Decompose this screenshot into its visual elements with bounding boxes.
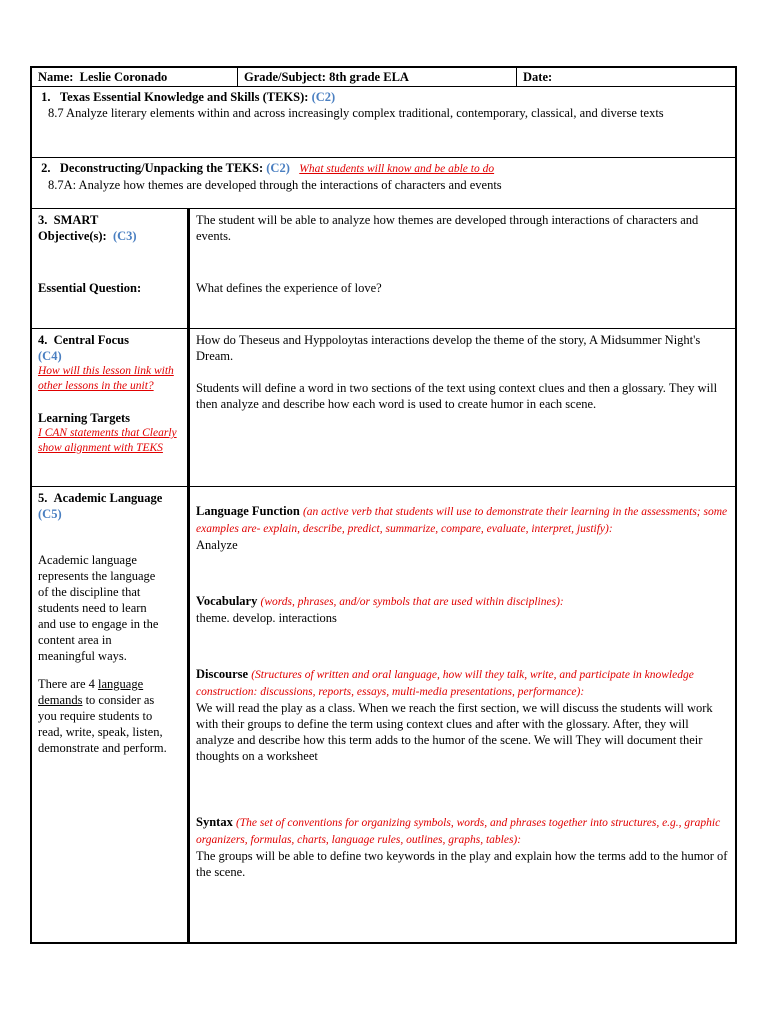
teks-cell [32,87,735,157]
deconstructing-code: (C2) [266,161,290,175]
smart-row [32,209,735,329]
central-focus-text: How do Theseus and Hyppoloytas interactions develop the theme of the story, A Midsummer Night's Dream. [196,333,701,363]
teks-heading: 1. Texas Essential Knowledge and Skills (TEKS): (C2) [41,90,336,104]
academic-language-title: Academic Language [53,491,163,505]
smart-code: (C3) [112,229,137,243]
syntax [196,814,729,848]
essential-question-text: What defines the experience of love? [196,281,382,295]
academic-language-label-cell: 5. Academic Language (C5) Academic language represents the language of the discipline that students need to learn and use to engage in the content area in meaningful ways. There are 4 language demands to consider as you require students to read, write, speak, listen, demonstrate and perform. [32,487,190,942]
academic-language-code: (C5) [38,507,62,521]
syntax-label: Syntax [196,815,233,829]
smart-objective: The student will be able to analyze how themes are developed through interactions of characters and events. [196,213,699,243]
vocabulary-note: (words, phrases, and/or symbols that are used within disciplines): [260,596,564,608]
central-focus-label-cell: 4. Central Focus (C4) How will this lesson link with other lessons in the unit? Learning Targets I CAN statements that Clearly show alignment with TEKS [32,329,190,486]
smart-label-cell: 3. SMART Objective(s): (C3) Essential Question: [32,209,190,328]
central-focus-code: (C4) [38,349,62,363]
name-value: Leslie Coronado [79,70,168,84]
learning-targets-text: Students will define a word in two sections of the text using context clues and then a glossary. They will then analyze and describe how each word is used to create humor in each scene. [196,381,718,411]
grade-value: 8th grade ELA [329,70,409,84]
teks-code: (C2) [311,90,336,104]
central-focus-row [32,329,735,487]
smart-title: SMART [53,213,99,227]
learning-targets-label: Learning Targets [38,411,131,425]
teks-title: Texas Essential Knowledge and Skills (TEKS): [59,90,309,104]
date-label: Date: [523,70,553,84]
academic-language-description: Academic language represents the language of the discipline that students need to learn and use to engage in the content area in meaningful ways. [38,553,159,663]
name-label: Name: [38,70,74,84]
deconstructing-heading: 2. Deconstructing/Unpacking the TEKS: (C2) What students will know and be able to do [41,161,495,175]
vocabulary [196,593,729,610]
language-function-label: Language Function [196,504,300,518]
academic-language-row [32,487,735,942]
vocabulary-text: theme. develop. interactions [196,611,337,625]
grade-cell [238,68,517,86]
vocabulary-label: Vocabulary [196,594,258,608]
teks-text: 8.7 Analyze literary elements within and across increasingly complex traditional, contemporary, classical, and diverse texts [48,106,664,120]
header-row [32,68,735,87]
discourse-label: Discourse [196,667,249,681]
teks-row [32,87,735,158]
grade-label: Grade/Subject: [244,70,326,84]
deconstructing-title: Deconstructing/Unpacking the TEKS: [59,161,264,175]
academic-language-content-cell [190,487,735,942]
learning-targets-note: I CAN statements that Clearly show alignment with TEKS [38,427,177,454]
syntax-text: The groups will be able to define two keywords in the play and explain how the terms add to the humor of the scene. [196,849,728,879]
lesson-plan-table [30,66,737,944]
deconstructing-row [32,158,735,209]
central-focus-content-cell [190,329,735,486]
central-focus-title: Central Focus [53,333,129,347]
language-demands-text: There are 4 language demands to consider as you require students to read, write, speak, listen, demonstrate and perform. [38,677,167,755]
discourse [196,666,729,700]
deconstructing-note: What students will know and be able to do [299,163,495,175]
discourse-text: We will read the play as a class. When we reach the first section, we will discuss the students will work with their groups to define the term using context clues and after with the glossary. After, they will analyze and describe how this term adds to the humor of the scene. We will They will document their thoughts on a worksheet [196,701,713,763]
language-function [196,503,729,537]
name-cell [32,68,238,86]
date-cell [517,68,735,86]
language-demands-link[interactable]: language demands [38,677,144,707]
deconstructing-cell [32,158,735,208]
central-focus-note: How will this lesson link with other lessons in the unit? [38,365,174,392]
smart-content-cell [190,209,735,328]
deconstructing-text: 8.7A: Analyze how themes are developed through the interactions of characters and events [48,178,502,192]
language-function-text: Analyze [196,538,238,552]
essential-question-label: Essential Question: [38,281,142,295]
language-function-note: (an active verb that students will use to demonstrate their learning in the assessments; some examples are- explain, describe, predict, summarize, compare, evaluate, interpret, justify): [196,506,728,535]
discourse-note: (Structures of written and oral language, how will they talk, write, and participate in knowledge construction: discussions, reports, essays, multi-media presentations, performance): [196,669,694,698]
syntax-note: (The set of conventions for organizing symbols, words, and phrases together into structures, e.g., graphic organizers, formulas, charts, language rules, outlines, graphs, tables): [196,817,721,846]
